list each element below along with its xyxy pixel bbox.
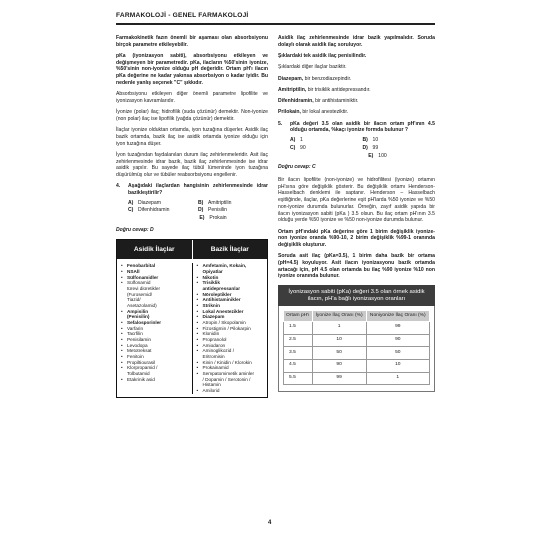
paragraph: Diazepam, bir benzodiazepindir. (278, 75, 352, 82)
paragraph: İlaçlar iyonize olduktan ortamda, iyon tuzağına düşerler. Asidik ilaç bazik ortamda, bazik ilaç ise asidik ortamda iyonize olduğu için iyon tuzağına düşer. (116, 127, 268, 147)
option-a: A) Diazepam (128, 199, 161, 206)
intro-paragraph: Farmakokinetik fazın önemli bir aşaması olan absorbsiyonu birçok parametre etkileyebilir. (116, 35, 268, 48)
column-header: Noniyonize İlaç Oranı (%) (366, 311, 429, 322)
list-item: • Trisiklik (197, 280, 265, 286)
list-item: • Striknin (197, 303, 265, 309)
question-number: 4. (116, 183, 121, 190)
table-cell: 50 (312, 347, 366, 360)
table-header-row (284, 311, 430, 322)
list-item: Tiazid/ (127, 297, 141, 303)
list-item: Eritromisin (202, 353, 225, 359)
list-item: Tolbutamid (127, 370, 150, 376)
list-item: • Amfetamin, Kokain, (197, 263, 265, 269)
list-item: • Nikotin (197, 275, 265, 281)
ionization-table-body (284, 321, 430, 385)
list-item: • Fenitoin (121, 354, 189, 360)
ionization-table (283, 310, 430, 385)
table-cell: 99 (312, 372, 366, 385)
question-5 (278, 121, 435, 171)
list-item: • Antihistaminikler (197, 297, 265, 303)
page-number: 4 (268, 520, 272, 526)
ionization-table-title: İyonizasyon sabiti (pKa) değeri 3.5 olan örnek asidik ilacın, pH'a bağlı iyonizasyon oranları (278, 285, 435, 306)
table-cell: 10 (312, 334, 366, 347)
question-text: Aşağıdaki ilaçlardan hangisinin zehirlenmesinde idrar bazikleştirilir? (128, 183, 268, 196)
table-row (284, 321, 430, 334)
option-d: D) 99 (362, 144, 379, 151)
list-item: • Sefalosporinler (121, 320, 189, 326)
list-item: • Nöroleptikler (197, 292, 265, 298)
list-item: • Atropin / Skopolamin (197, 320, 265, 326)
table-cell: 50 (366, 347, 429, 360)
paragraph: Difenhidramin, bir antihistaminiktir. (278, 98, 359, 105)
paragraph: İyonize (polar) ilaç; hidrofilik (suda çözünür) demektir. Non-iyonize (non polar) ilaç ise lipofilik (yağda çözünür) demektir. (116, 109, 268, 122)
paragraph: Şıklardaki diğer ilaçlar baziktir. (278, 64, 347, 71)
question-number: 5. (278, 120, 283, 127)
list-item: • Levodopa (121, 343, 189, 349)
options (278, 137, 435, 159)
list-item: • Tacrfilin (121, 331, 189, 337)
table-cell: 1 (312, 321, 366, 334)
table-cell: 4.5 (284, 359, 313, 372)
table-row (284, 334, 430, 347)
header-acidic: Asidik İlaçlar (133, 245, 175, 253)
paragraph: Amitriptilin, bir trisiklik antidepressandır. (278, 86, 371, 93)
list-item: • Fizostigmin / Pilokarpin (197, 326, 265, 332)
list-item: • Propiltiourasil (121, 360, 189, 366)
paragraph: Prilokain, bir lokal anesteziktir. (278, 109, 349, 116)
option-e: E) 100 (368, 152, 387, 159)
table-row (284, 372, 430, 385)
list-item: • Klonidin (197, 331, 265, 337)
option-a: A) 1 (290, 137, 303, 144)
option-b: B) Amitriptilin (198, 199, 232, 206)
list-item: • Varfarin (121, 326, 189, 332)
list-item: • Amiodaron (197, 343, 265, 349)
list-item: • Lokal Anestezikler (197, 309, 265, 315)
option-c: C) 90 (290, 144, 306, 151)
table-cell: 2.5 (284, 334, 313, 347)
table-cell: 1.5 (284, 321, 313, 334)
paragraph: Bir ilacın lipofilite (non-iyonize) ve hidrofilitesi (iyonize) ortamın pH'sına göre değişiklik gösterir. Bu değişiklik ortamı Henderson-Hasselbach denklemi ile saptanır. Henderson – Hasselbach eşitliğinde, ilaçlar, pKa değerlerine eşit pH'larda %50 iyonize ve %50 non-iyonize durumda bulunurlar. Örneğin, zayıf asidik yapıda bir ilacın iyonizasyon sabiti (pKa ) 3.5 olsun. Bu ilaç ortam pH'ının 3.5 olduğu yerde %50 iyonize ve %50 non-iyonize durumda bulunur. (278, 177, 435, 224)
answer-text: Doğru cevap: D (116, 226, 154, 233)
list-item: (Furosemid/ (127, 291, 153, 297)
header-basic: Bazik İlaçlar (192, 240, 268, 259)
column-header: İyonize İlaç Oranı (%) (312, 311, 366, 322)
table-cell: 5.5 (284, 372, 313, 385)
pka-paragraph: pKa (iyonizasyon sabiti), absorbsiyonu etkileyen ve değişmeyen bir parametredir. pKa, ilacların %50'sinin iyonize, %50'sinin non-iyonize olduğu pH değeridir. Ortam pH'ı ilacın pKa değerine ne kadar yakınsa absorbsiyon o kadar iyidir. Bu nedenle yanlış seçenek "C" şıkkıdır. (116, 53, 268, 86)
paragraph: Şıklardaki tek asidik ilaç penisilindir. (278, 53, 367, 59)
question-text: pKa değeri 3.5 olan asidik bir ilacın ortam pH'ının 4.5 olduğu ortamda, %kaçı iyonize formda bulunur ? (290, 120, 435, 134)
drug-table-header (117, 240, 267, 259)
list-item: antidepressanlar (202, 286, 241, 292)
list-item: • Sülfonamid (121, 280, 189, 286)
list-item: • Etakrinik asid (121, 377, 189, 383)
list-item: • Klorpropamid / (121, 365, 189, 371)
list-item: • Ampisilin (121, 309, 189, 315)
option-e: E) Prokain (199, 215, 227, 222)
basic-drug-list (192, 263, 268, 393)
options (116, 200, 268, 222)
list-item: (Penisilin) (127, 314, 150, 320)
table-row (284, 347, 430, 360)
answer-text: Doğru cevap: C (278, 164, 316, 171)
list-item: • Diazepam (197, 314, 265, 320)
table-cell: 90 (312, 359, 366, 372)
table-row (284, 359, 430, 372)
option-b: B) 10 (362, 137, 379, 144)
list-item: • Penisilamin (121, 337, 189, 343)
paragraph: Soruda asit ilaç (pKa=3.5), 1 birim daha bazik bir ortama (pH=4.5) koyuluyor. Asit ilacın iyonizasyonu bazik ortamda artacağı için, pH 4.5 olan ortamda bu ilaç %90 iyonize %10 non iyonize oranında bulunur. (278, 253, 435, 280)
list-item: • Amilorid (197, 388, 265, 394)
list-item: / Dopamin / Serotonin / (202, 376, 251, 382)
right-column (278, 35, 435, 392)
list-item: • Sülfonamidler (121, 275, 189, 281)
list-item: • NSAİİ (121, 269, 189, 275)
question-4 (116, 183, 268, 233)
list-item: Histamin (202, 382, 221, 388)
paragraph: Asidik ilaç zehirlenmesinde idrar bazik yapılmalıdır. Soruda dolaylı olarak asidik ilaç soruluyor. (278, 35, 435, 48)
table-cell: 90 (366, 334, 429, 347)
table-cell: 10 (366, 359, 429, 372)
paragraph: Absorbsiyonu etkileyen diğer önemli parametre lipofilite ve iyonizasyon kavramlarıdır. (116, 91, 268, 104)
acidic-drug-list (117, 263, 192, 393)
column-header: Ortam pH'ı (284, 311, 313, 322)
option-c: C) Difenhidramin (128, 207, 170, 214)
list-item: • Metotreksat (121, 348, 189, 354)
table-cell: 3.5 (284, 347, 313, 360)
header-title: FARMAKOLOJİ - GENEL FARMAKOLOJİ (116, 12, 249, 19)
list-item: türevi diüretikler (127, 286, 161, 292)
list-item: • Prokainamid (197, 365, 265, 371)
list-item: Asetazolamid) (127, 303, 157, 309)
table-cell: 99 (366, 321, 429, 334)
list-item: Opiyatlar (202, 269, 223, 275)
option-d: D) Penisilin (198, 207, 227, 214)
paragraph: İyon tuzağından faydalanılan durum ilaç zehirlenmeleridir. Asit ilaç zehirlenmesinde idrar bazik, bazik ilaç zehirlenmesinde ise idrar asidik yapılır. Bu sayede ilaç tübül lümeninde iyon tuzağına düşürülmüş olur ve tübüler reabsorbsiyonu engellenir. (116, 151, 268, 178)
drug-table (116, 239, 268, 397)
table-cell: 1 (366, 372, 429, 385)
left-column (116, 35, 268, 398)
list-item: • Propranolol (197, 337, 265, 343)
list-item: • Kinin / Kinidin / Klorokin (197, 360, 265, 366)
header-rule (116, 23, 435, 25)
page-header (116, 11, 435, 26)
list-item: • Aminoglikozid / (197, 348, 265, 354)
paragraph: Ortam pH'ındaki pKa değerine göre 1 birim değişiklik iyonize-non iyonize oranda %90-10, 2 birim değişiklik %99-1 oranında değişiklik oluşturur. (278, 228, 435, 248)
list-item: • Sempatomimetik aminler (197, 371, 265, 377)
list-item: • Fenobarbital (121, 263, 189, 269)
ionization-table-box (278, 285, 435, 393)
